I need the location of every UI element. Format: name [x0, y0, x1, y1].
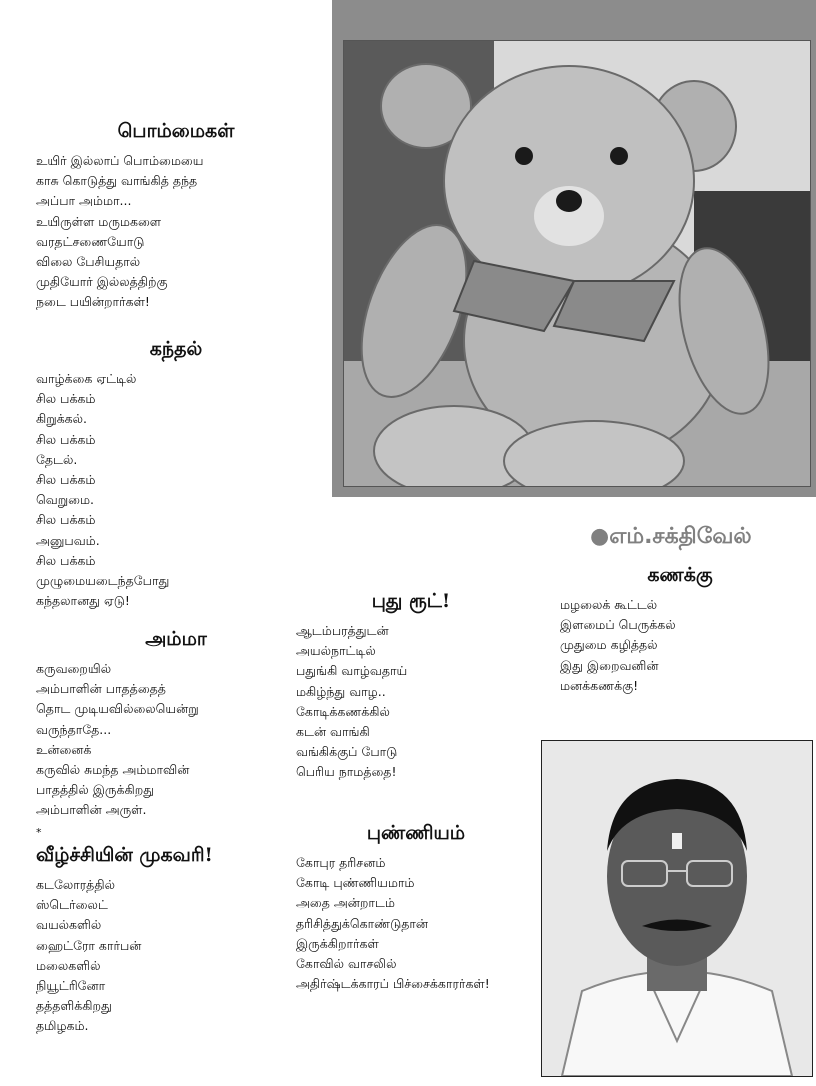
poem-line: மனக்கணக்கு!	[560, 677, 639, 693]
poem-line: வங்கிக்குப் போடு	[296, 744, 398, 760]
poem-line: அனுபவம்.	[36, 532, 100, 548]
poem-line: மலைகளில்	[36, 957, 101, 973]
poem-line: தமிழகம்.	[36, 1018, 89, 1034]
poem-line: கோடி புண்ணியமாம்	[296, 875, 415, 891]
poem-line: இருக்கிறார்கள்	[296, 935, 379, 951]
poem-title: வீழ்ச்சியின் முகவரி!	[36, 844, 213, 866]
poem-line: உயிருள்ள மருமகளை	[36, 213, 162, 229]
poem-line: இளமைப் பெருக்கல்	[560, 617, 676, 633]
poem-line: கருவில் சுமந்த அம்மாவின்	[36, 761, 190, 777]
poem-line: முதியோர் இல்லத்திற்கு	[36, 274, 168, 290]
poem-line: அம்பாளின் பாதத்தைத்	[36, 681, 166, 697]
poem-line: பதுங்கி வாழ்வதாய்	[296, 663, 408, 679]
poem-line: அயல்நாட்டில்	[296, 643, 376, 659]
poem-line: அம்பாளின் அருள்.	[36, 802, 147, 818]
poem-line: கோபுர தரிசனம்	[296, 855, 386, 870]
poem-line: உன்னைக்	[36, 741, 92, 757]
poem-line: கோடிக்கணக்கில்	[296, 703, 390, 719]
poem-line: காசு கொடுத்து வாங்கித் தந்த	[36, 173, 198, 189]
poem-line: சில பக்கம்	[36, 431, 96, 447]
teddy-bear-image	[343, 40, 811, 487]
poem-line: ஆடம்பரத்துடன்	[296, 623, 389, 638]
poem-line: முதுமை கழித்தல்	[560, 637, 658, 653]
poem-line: இது இறைவனின்	[560, 657, 659, 673]
poem-line: பாதத்தில் இருக்கிறது	[36, 782, 155, 798]
poem-line: வாழ்க்கை ஏட்டில்	[36, 371, 137, 386]
poem-line: சில பக்கம்	[36, 552, 96, 568]
poem-line: வருந்தாதே...	[36, 721, 112, 737]
poem-amma	[36, 628, 316, 821]
poem-line: ஹைட்ரோ கார்பன்	[36, 937, 142, 953]
poem-line: அதை அன்றாடம்	[296, 895, 395, 911]
poem-line: கடலோரத்தில்	[36, 877, 115, 892]
author-portrait	[541, 740, 813, 1077]
poem-punniyam	[296, 822, 536, 994]
poem-title: புது ரூட்!	[371, 590, 451, 612]
poem-title: பொம்மைகள்	[117, 120, 235, 142]
poem-line: கடன் வாங்கி	[296, 723, 370, 739]
poem-line: சில பக்கம்	[36, 512, 96, 528]
poem-kandhal	[36, 338, 316, 611]
poem-line: தொட முடியவில்லையென்று	[36, 701, 199, 717]
poem-line: கோவில் வாசலில்	[296, 955, 397, 971]
poem-line: சில பக்கம்	[36, 391, 96, 407]
poem-line: தரிசித்துக்கொண்டுதான்	[296, 915, 429, 931]
poem-line: சில பக்கம்	[36, 471, 96, 487]
poem-line: கருவறையில்	[36, 661, 112, 676]
poem-bommaigal	[36, 120, 316, 313]
poem-line: தத்தளிக்கிறது	[36, 998, 112, 1014]
poem-line: மகிழ்ந்து வாழ..	[296, 683, 386, 699]
poem-line: மழலைக் கூட்டல்	[560, 597, 658, 612]
poem-line: விலை பேசியதால்	[36, 253, 141, 269]
teddy-bear-illustration	[344, 41, 810, 486]
poem-line: அப்பா அம்மா...	[36, 193, 132, 209]
poem-line: ஸ்டெர்லைட்	[36, 897, 108, 913]
poem-line: கிறுக்கல்.	[36, 411, 88, 427]
poem-line: அதிர்ஷ்டக்காரப் பிச்சைக்காரர்கள்!	[296, 976, 490, 992]
poem-line: வரதட்சணையோடு	[36, 233, 145, 249]
poem-line: வெறுமை.	[36, 492, 95, 508]
poem-kanakku	[560, 564, 800, 696]
poem-line: உயிர் இல்லாப் பொம்மையை	[36, 153, 204, 168]
poem-title: அம்மா	[145, 628, 207, 650]
poem-line: முழுமையடைந்தபோது	[36, 572, 170, 588]
poem-title: கந்தல்	[149, 338, 203, 360]
poem-puthu-route	[296, 590, 526, 783]
poem-line: பெரிய நாமத்தை!	[296, 764, 397, 780]
poem-title: புண்ணியம்	[366, 822, 466, 844]
poem-title: கணக்கு	[647, 564, 713, 586]
poem-line: நடை பயின்றார்கள்!	[36, 294, 150, 310]
separator-star: *	[36, 826, 42, 839]
poem-line: நியூட்ரினோ	[36, 977, 106, 993]
author-name: ●எம்.சக்திவேல்	[590, 524, 752, 549]
poem-line: வயல்களில்	[36, 917, 102, 933]
author-portrait-illustration	[542, 741, 812, 1076]
poem-veezhchi	[36, 844, 316, 1037]
poem-line: கந்தலானது ஏடு!	[36, 593, 130, 609]
poem-line: தேடல்.	[36, 451, 78, 467]
